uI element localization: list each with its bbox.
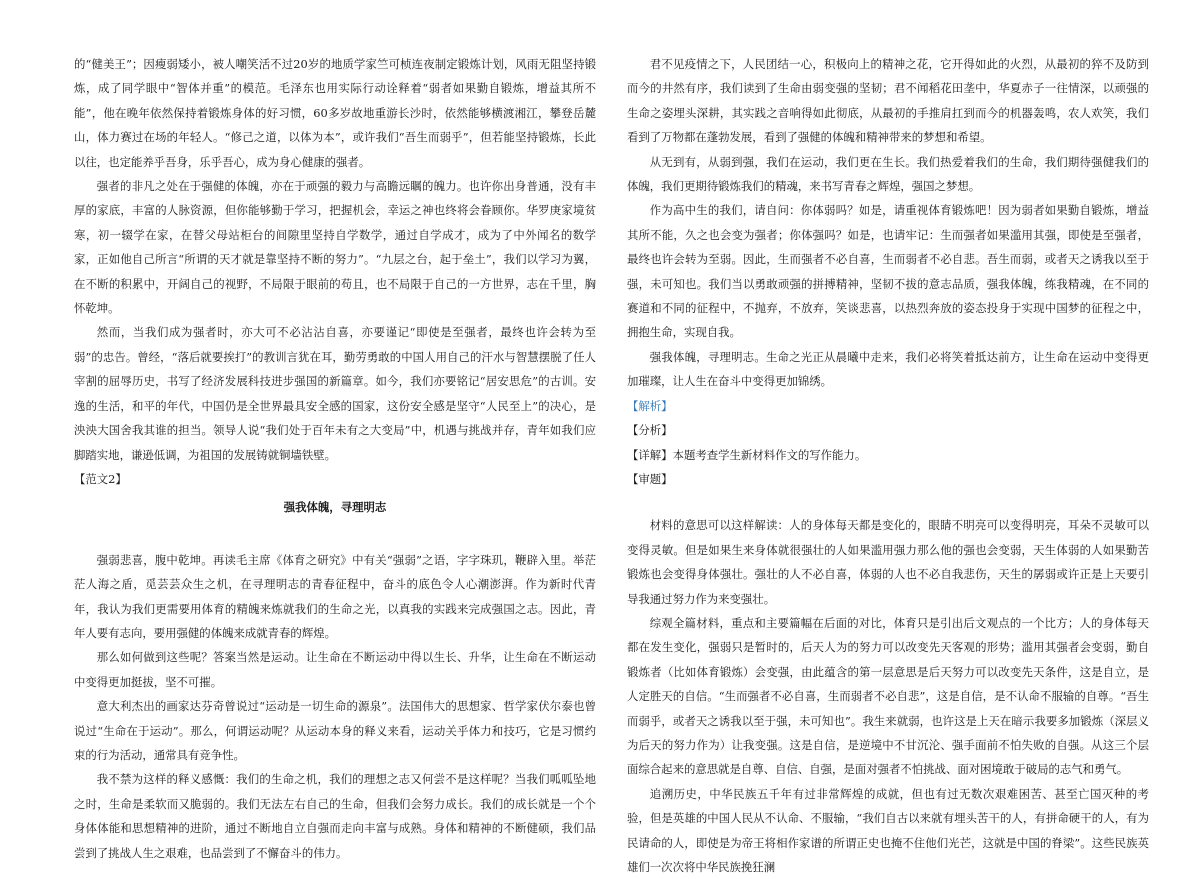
paragraph: 君不见疫情之下，人民团结一心，积极向上的精神之花，它开得如此的火烈，从最初的猝不及防到而今的井然有序，我们读到了生命由弱变强的坚韧；君不闻稻花田垄中，华夏赤子一往情深，以顽强的生命之姿埋头深耕，其实践之音响得如此彻底，从最初的手推肩扛到而今的机器轰鸣，农人欢笑，我们看到了万物都在蓬勃发展，看到了强健的体魄和精神带来的梦想和希望。 [627,57,1149,145]
paragraph: 强弱悲喜，腹中乾坤。再读毛主席《体育之研究》中有关“强弱”之语，字字珠玑，鞭辟入里。举茫茫人海之盾，觅芸芸众生之机，在寻理明志的青春征程中，奋斗的底色令人心潮澎湃。作为新时代青年，我认为我们更需要用体育的精魄来炼就我们的生命之光，以真我的实践来完成强国之志。因此，青年人要有志向，要用强健的体魄来成就青春的辉煌。 [74,552,596,640]
paragraph: 强者的非凡之处在于强健的体魄，亦在于顽强的毅力与高瞻远瞩的魄力。也许你出身普通，没有丰厚的家底，丰富的人脉资源，但你能够勤于学习，把握机会，幸运之神也终将会眷顾你。华罗庚家境贫寒，初一辍学在家，在替父母站柜台的间隙里坚持自学数学，通过自学成才，成为了中外闻名的数学家，正如他自己所言“所谓的天才就是靠坚持不断的努力”。“九层之台，起于垒土”，我们以学习为翼，在不断的积累中，开阔自己的视野，不局限于眼前的苟且，也不局限于自己的一方世界，志在千里，胸怀乾坤。 [74,179,596,316]
paragraph: 然而，当我们成为强者时，亦大可不必沾沾自喜，亦要谨记“即使是至强者，最终也许会转为至弱”的忠告。曾经，“落后就要挨打”的教训言犹在耳，勤劳勇敢的中国人用自己的汗水与智慧摆脱了任人宰割的屈辱历史，书写了经济发展科技进步强国的新篇章。如今，我们亦要铭记“居安思危”的古训。安逸的生活，和平的年代，中国仍是全世界最具安全感的国家，这份安全感是坚守“人民至上”的决心，是泱泱大国舍我其谁的担当。领导人说“我们处于百年未有之大变局”中，机遇与挑战并存，青年如我们应脚踏实地，谦逊低调，为祖国的发展铸就铜墙铁壁。 [74,325,596,462]
sample-essay-2-label: 【范文2】 [74,471,127,486]
breakdown-label: 【分析】 [627,423,673,438]
detailed-explanation: 【详解】本题考查学生新材料作文的写作能力。 [627,447,867,462]
paragraph: 强我体魄，寻理明志。生命之光正从晨曦中走来，我们必将笑着抵达前方，让生命在运动中变得更加璀璨，让人生在奋斗中变得更加锦绣。 [627,349,1149,389]
paragraph: 的“健美王”；因瘦弱矮小，被人嘲笑活不过20岁的地质学家竺可桢连夜制定锻炼计划，风雨无阻坚持锻炼，成了同学眼中“智体并重”的模范。毛泽东也用实际行动诠释着“弱者如果勤自锻炼，增益其所不能”，他在晚年依然保持着锻炼身体的好习惯，60多岁故地重游长沙时，依然能够横渡湘江，攀登岳麓山，体力赛过在场的年轻人。“修己之道，以体为本”，或许我们“吾生而弱乎”，但若能坚持锻炼，长此以往，也定能养乎吾身，乐乎吾心，成为身心健康的强者。 [74,57,596,169]
spacer [74,526,596,548]
left-column [74,52,596,865]
paragraph: 综观全篇材料，重点和主要篇幅在后面的对比，体育只是引出后文观点的一个比方；人的身体每天都在发生变化，强弱只是暂时的，后天人为的努力可以改变先天客观的形势；滥用其强者会变弱，勤自锻炼者（比如体育锻炼）会变强，由此蕴含的第一层意思是后天努力可以改变先天条件，这是自立，是人定胜天的自信。“生而强者不必自喜，生而弱者不必自悲”，这是自信，是不认命不服输的自尊。“吾生而弱乎，或者天之诱我以至于强，未可知也”。我生来就弱，也许这是上天在暗示我要多加锻炼（深层义为后天的努力作为）让我变强。这是自信，是逆境中不甘沉沦、强手面前不怕失败的自强。从这三个层面综合起来的意思就是自尊、自信、自强，是面对强者不怕挑战、面对困境敢于破局的志气和勇气。 [627,615,1149,777]
spacer [627,491,1149,513]
paragraph: 那么如何做到这些呢？答案当然是运动。让生命在不断运动中得以生长、升华，让生命在不断运动中变得更加挺拔，坚不可摧。 [74,650,596,689]
topic-review-label: 【审题】 [627,471,673,486]
paragraph: 意大利杰出的画家达芬奇曾说过“运动是一切生命的源泉”。法国伟大的思想家、哲学家伏尔泰也曾说过“生命在于运动”。那么，何谓运动呢？从运动本身的释义来看，运动关乎体力和技巧，它是习惯约束的行为活动，通常具有竞争性。 [74,699,596,762]
essay-title: 强我体魄，寻理明志 [283,500,387,515]
analysis-label: 【解析】 [627,398,673,413]
paragraph: 作为高中生的我们，请自问：你体弱吗？如是，请重视体育锻炼吧！因为弱者如果勤自锻炼，增益其所不能，久之也会变为强者；你体强吗？如是，也请牢记：生而强者如果滥用其强，即使是至强者，最终也许会转为至弱。因此，生而强者不必自喜，生而弱者不必自悲。吾生而弱，或者天之诱我以至于强，未可知也。我们当以勇敢顽强的拼搏精神，坚韧不拔的意志品质，强我体魄，练我精魂，在不同的赛道和不同的征程中，不抛弃，不放弃，笑谈悲喜，以热烈奔放的姿态投身于实现中国梦的征程之中，拥抱生命，实现自我。 [627,203,1149,340]
right-column [627,52,1149,879]
paragraph: 从无到有，从弱到强，我们在运动，我们更在生长。我们热爱着我们的生命，我们期待强健我们的体魄，我们更期待锻炼我们的精魂，来书写青春之辉煌，强国之梦想。 [627,154,1149,194]
paragraph: 我不禁为这样的释义感慨：我们的生命之机，我们的理想之志又何尝不是这样呢？当我们呱呱坠地之时，生命是柔软而又脆弱的。我们无法左右自己的生命，但我们会努力成长。我们的成长就是一个个身体体能和思想精神的进阶，通过不断地自立自强而走向丰富与成熟。身体和精神的不断健硕，我们品尝到了挑战人生之艰难，也品尝到了不懈奋斗的伟力。 [74,772,596,860]
paragraph: 追溯历史，中华民族五千年有过非常辉煌的成就，但也有过无数次艰难困苦、甚至亡国灭种的考验，但是英雄的中国人民从不认命、不服输，“我们自古以来就有埋头苦干的人，有拼命硬干的人，有为民请命的人，即使是为帝王将相作家谱的所谓正史也掩不住他们光芒，这就是中国的脊梁”。这些民族英雄们一次次将中华民族挽狂澜 [627,786,1149,874]
paragraph: 材料的意思可以这样解读：人的身体每天都是变化的，眼睛不明亮可以变得明亮，耳朵不灵敏可以变得灵敏。但是如果生来身体就很强壮的人如果滥用强力那么他的强也会变弱，天生体弱的人如果勤苦锻炼也会变得身体强壮。强壮的人不必自喜，体弱的人也不必自我悲伤，天生的孱弱或许正是上天要引导我通过努力作为来变强壮。 [627,518,1149,606]
